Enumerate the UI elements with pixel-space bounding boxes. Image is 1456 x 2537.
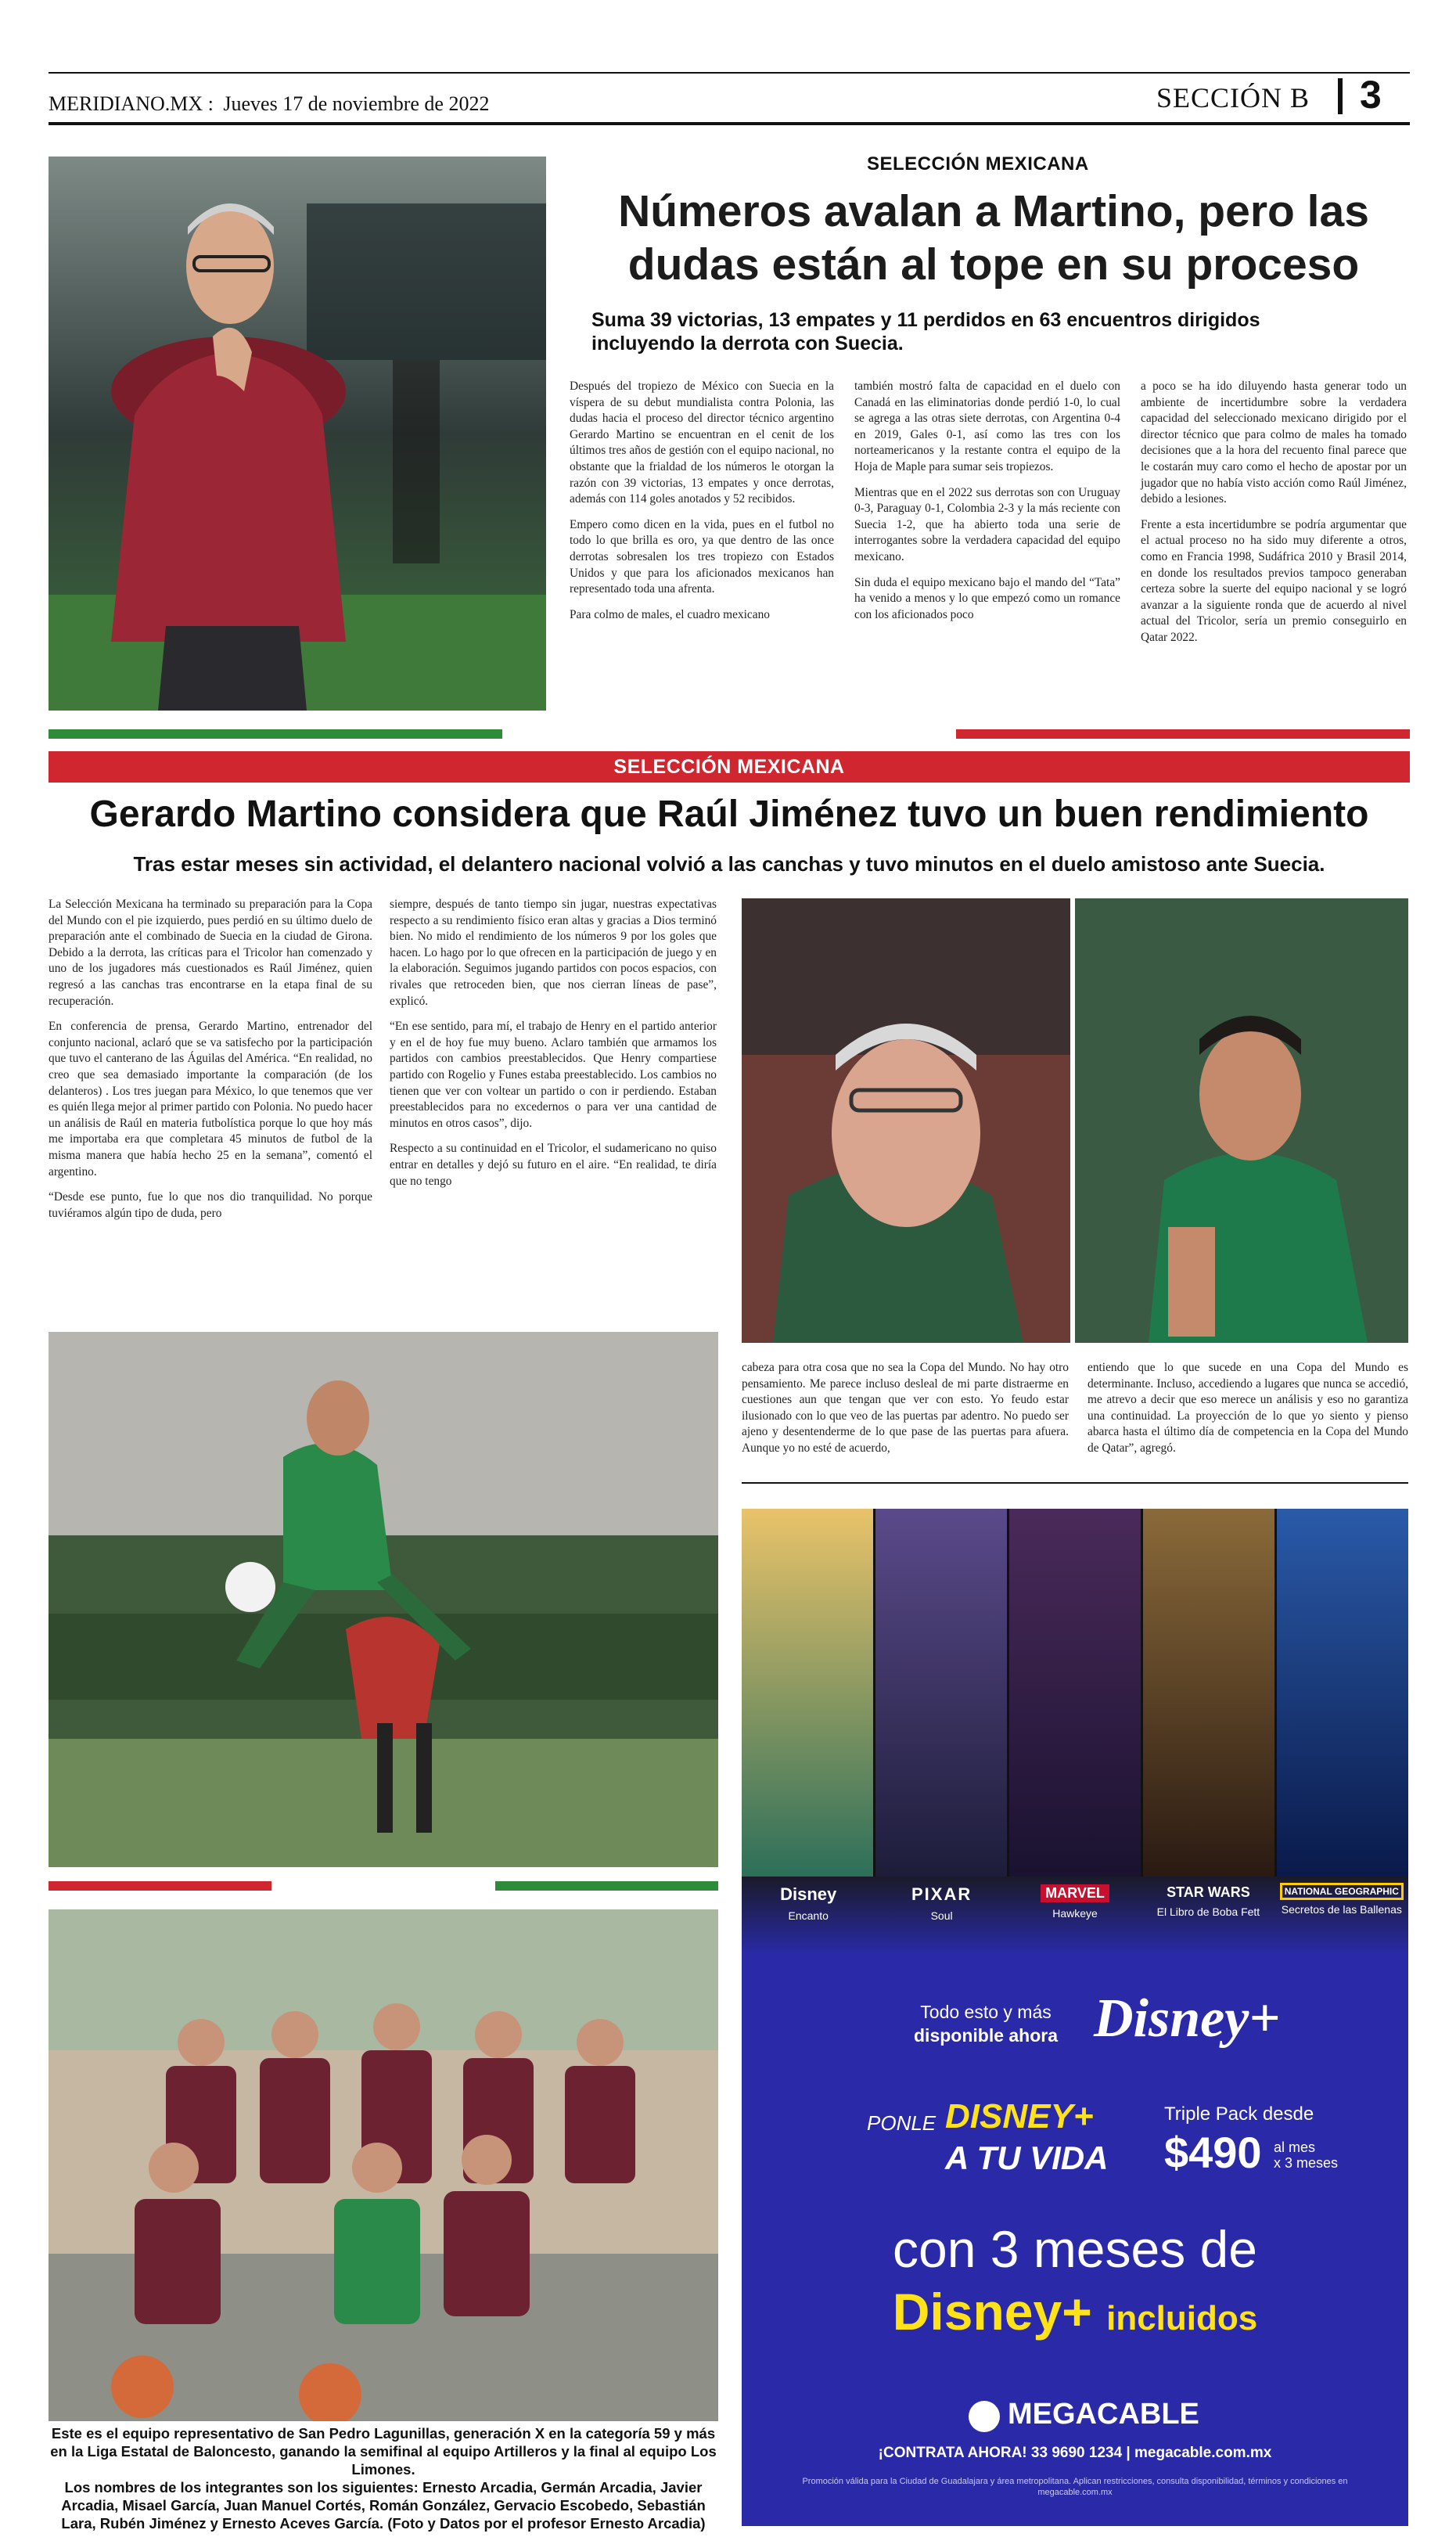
ad-offer-text: con 3 meses de xyxy=(893,2220,1257,2278)
caption-line1: Este es el equipo representativo de San Pedro Lagunillas, generación X en la categoría 59 y más en la Liga Estatal de Baloncesto, ganando la semifinal al equipo Artilleros y la final al equipo Los Limones. xyxy=(50,2425,717,2478)
masthead-top-rule xyxy=(49,72,1410,74)
ad-provider: MEGACABLE xyxy=(1008,2398,1199,2431)
ad-ponle-vida: A TU VIDA xyxy=(945,2139,1109,2176)
article1-headline-line2: dudas están al tope en su proceso xyxy=(627,239,1360,290)
ad-tagline-line1: Todo esto y más xyxy=(920,2002,1052,2022)
poster-hawkeye xyxy=(1009,1509,1143,1877)
poster-encanto xyxy=(742,1509,875,1877)
team-photo-caption xyxy=(49,2424,718,2532)
caption-line2: Los nombres de los integrantes son los siguientes: Ernesto Arcadia, Germán Arcadia, Javier Arcadia, Misael García, Juan Manuel Cortés, Román González, Gervacio Escobedo, Sebastián Lara, Rubén Jiménez y Ernesto Aceves García. (Foto y Datos por el profesor Ernesto Arcadia) xyxy=(61,2479,706,2532)
jimenez-training-photo xyxy=(49,1332,718,1867)
article1-kicker: SELECCIÓN MEXICANA xyxy=(867,153,1089,175)
section-divider xyxy=(1338,78,1343,114)
article1-headline xyxy=(579,185,1408,291)
ad-price-note-line1: al mes xyxy=(1274,2139,1316,2155)
article2-column3 xyxy=(742,1360,1069,1466)
poster-soul xyxy=(875,1509,1009,1877)
ad-offer-line2 xyxy=(742,2282,1408,2341)
ad-poster-strip xyxy=(742,1509,1408,1877)
article2-paragraph: siempre, después de tanto tiempo sin jugar, nuestras expectativas respecto a su rendimiento físico eran altas y gracias a Dios terminó bien. No mido el rendimiento de los números 9 por los goles que hacen. Lo hago por lo que ofrecen en la participación de juego y en la elaboración. Seguimos jugando partidos con pocos espacios, con rivales que retroceden bien, que nos cierran líneas de pase”, explicó. xyxy=(390,898,717,1008)
article2-paragraph: cabeza para otra cosa que no sea la Copa del Mundo. No hay otro pensamiento. Me parece incluso desleal de mi parte distraerme en cuestiones aun que tengan que ver con esto. Yo feudo estar ilusionado con lo que veo de las puertas par adentro. No puedo ser ajeno y desentenderme de lo que pase de las puertas para afuera. Aunque yo no esté de acuerdo, xyxy=(742,1361,1069,1455)
article2-paragraph: La Selección Mexicana ha terminado su preparación para la Copa del Mundo con el pie izquierdo, pues perdió en su último duelo de preparación ante el combinado de Suecia en la ciudad de Girona. Debido a la derrota, las críticas para el Tricolor han comenzado y uno de los jugadores más cuestionados es Raúl Jiménez, quien regresó a las canchas tras encontrarse en la etapa final de su recuperación. xyxy=(49,898,372,1008)
ad-fineprint: Promoción válida para la Ciudad de Guadalajara y área metropolitana. Aplican restricciones, consulta disponibilidad, términos y condiciones en megacable.com.mx xyxy=(802,2477,1348,2497)
article1-column2 xyxy=(854,379,1120,632)
article2-kicker: SELECCIÓN MEXICANA xyxy=(49,751,1410,783)
article1-headline-line1: Números avalan a Martino, pero las xyxy=(618,186,1369,236)
ad-offer-line1 xyxy=(742,2219,1408,2279)
ad-brand-row xyxy=(742,1877,1408,1955)
megacable-logo-icon xyxy=(969,2401,1000,2432)
article1-paragraph: Sin duda el equipo mexicano bajo el mando del “Tata” ha venido a menos y lo que empezó como un romance con los aficionados poco xyxy=(854,575,1120,621)
ad-tagline xyxy=(914,2000,1058,2047)
title-label: Soul xyxy=(930,1909,953,1922)
article1-deck-line1: Suma 39 victorias, 13 empates y 11 perdidos en 63 encuentros dirigidos xyxy=(591,309,1260,331)
article2-column1 xyxy=(49,897,372,1231)
brand-label: PIXAR xyxy=(911,1884,972,1904)
disney-plus-logo: Disney+ xyxy=(1094,1988,1281,2049)
flag-divider-2 xyxy=(49,1881,718,1891)
brand-label: NATIONAL GEOGRAPHIC xyxy=(1280,1883,1404,1900)
article1-paragraph: Empero como dicen en la vida, pues en el futbol no todo lo que brilla es oro, ya que dentro de las once derrotas sobresalen los tres tropiezo con Estados Unidos y que para los aficionados mexicanos han representado toda una afrenta. xyxy=(570,517,834,596)
disney-plus-ad[interactable] xyxy=(742,1509,1408,2526)
column-end-rule xyxy=(742,1482,1408,1484)
flag-divider xyxy=(49,729,1410,739)
article1-column1 xyxy=(570,379,834,632)
martino-photo xyxy=(49,157,546,711)
martino-jimenez-photo xyxy=(742,898,1408,1343)
title-label: Hawkeye xyxy=(1052,1907,1098,1920)
poster-boba-fett xyxy=(1143,1509,1277,1877)
ad-price: $490 xyxy=(1164,2128,1262,2177)
article2-paragraph: En conferencia de prensa, Gerardo Martino, entrenador del conjunto nacional, aclaró que se va satisfecho por la participación que tuvo el canterano de las Águilas del América. “En realidad, no creo que sea demasiado importante la comparación (de los delanteros) . Los tres juegan para México, lo que tenemos que ver es quién llega mejor al primer partido con Polonia. No puedo hacer un análisis de Raúl en materia futbolística porque lo que hoy más me importaba era que completara 45 minutos de futbol de la misma manera que había hecho 25 en la semana”, comentó el argentino. xyxy=(49,1020,372,1179)
ad-offer-incl: incluidos xyxy=(1106,2299,1258,2337)
title-label: Secretos de las Ballenas xyxy=(1281,1903,1402,1916)
article1-paragraph: Mientras que en el 2022 sus derrotas son con Uruguay 0-3, Paraguay 0-1, Colombia 2-3 y la más reciente con Suecia 1-2, que ha abierto toda una serie de interrogantes sobre la verdadera capacidad del equipo mexicano. xyxy=(854,485,1120,563)
title-label: El Libro de Boba Fett xyxy=(1156,1905,1260,1918)
article1-deck-line2: incluyendo la derrota con Suecia. xyxy=(591,333,904,354)
brand-label: STAR WARS xyxy=(1167,1884,1250,1900)
ad-offer-brand: Disney+ xyxy=(892,2283,1092,2341)
ad-tagline-line2: disponible ahora xyxy=(914,2025,1059,2046)
ad-price-note-line2: x 3 meses xyxy=(1274,2155,1339,2171)
page-number: 3 xyxy=(1360,73,1382,117)
ad-triple-pack: Triple Pack desde xyxy=(1164,2103,1314,2125)
issue-date: Jueves 17 de noviembre de 2022 xyxy=(223,92,490,115)
article2-headline: Gerardo Martino considera que Raúl Jiménez tuvo un buen rendimiento xyxy=(89,793,1369,835)
masthead-dateline xyxy=(49,92,489,116)
article1-paragraph: Para colmo de males, el cuadro mexicano xyxy=(570,607,770,621)
article2-paragraph: “Desde ese punto, fue lo que nos dio tranquilidad. No porque tuviéramos algún tipo de duda, pero xyxy=(49,1190,372,1220)
masthead-bottom-rule xyxy=(49,122,1410,125)
ad-ponle-brand: DISNEY+ xyxy=(945,2097,1094,2136)
article2-paragraph: Respecto a su continuidad en el Tricolor, el sudamericano no quiso entrar en detalles y dejó su futuro en el aire. “En realidad, te diría que no tengo xyxy=(390,1142,717,1188)
ad-contact[interactable]: ¡CONTRATA AHORA! 33 9690 1234 | megacable.com.mx xyxy=(878,2445,1272,2461)
article2-paragraph: entiendo que lo que sucede en una Copa del Mundo es determinante. Incluso, accediendo a lugares que nunca se accedió, me atrevo a decir que eso merece un análisis y eso no garantiza una continuidad. La proyección de lo que yo siento y pienso abarca hasta el último día de competencia en la Copa del Mundo de Qatar”, agregó. xyxy=(1088,1361,1408,1455)
article2-column4 xyxy=(1088,1360,1408,1466)
brand-label: Disney xyxy=(780,1884,837,1904)
article1-paragraph: Después del tropiezo de México con Suecia en la víspera de su debut mundialista contra Polonia, las dudas hacia el proceso del director técnico argentino Gerardo Martino se encuentran en el cenit de los últimos tres años de gestión con el equipo nacional, no obstante que la frialdad de los números le otorgan la razón con 39 victorias, 13 empates y once derrotas, además con 114 goles anotados y 52 recibidos. xyxy=(570,380,834,506)
article1-paragraph: Frente a esta incertidumbre se podría argumentar que el actual proceso no ha sido muy diferente a otros, como en Francia 1998, Sudáfrica 2010 y Brasil 2014, en donde los resultados previos tampoco generaban certeza sobre la suerte del equipo nacional y se logró avanzar a la siguiente ronda que de acuerdo al nivel actual del Tricolor, sería un premio conseguirlo en Qatar 2022. xyxy=(1141,517,1407,644)
article1-paragraph: a poco se ha ido diluyendo hasta generar todo un ambiente de incertidumbre sobre la verdadera capacidad del seleccionado mexicano dirigido por el director técnico que para colmo de males ha tomado decisiones que a la hora del recuento final parece que le costarán muy caro como el hecho de apostar por un jugador que no había visto acción como Raúl Jiménez, debido a lesiones. xyxy=(1141,380,1407,506)
ad-price-note xyxy=(1274,2139,1338,2171)
poster-ballenas xyxy=(1277,1509,1408,1877)
paper-name: MERIDIANO.MX : xyxy=(49,92,214,115)
ad-ponle: PONLE xyxy=(867,2111,937,2135)
brand-label: MARVEL xyxy=(1041,1884,1109,1902)
article2-paragraph: “En ese sentido, para mí, el trabajo de Henry en el partido anterior y en el de hoy fue muy bueno. Aclaro también que armamos los partidos con cambios preestablecidos. Que Henry compartiese partido con Rogelio y Funes estaba preestablecido. Los cambios no tienen que ver con voltear un partido o con ir perdiendo. Estaban preestablecidos para no excedernos o para ver una cantidad de minutos en otros casos”, dijo. xyxy=(390,1020,717,1130)
basketball-team-photo xyxy=(49,1909,718,2421)
article1-deck xyxy=(591,308,1405,355)
title-label: Encanto xyxy=(788,1909,829,1922)
section-label: SECCIÓN B xyxy=(1156,82,1310,113)
article2-column2 xyxy=(390,897,717,1199)
article2-deck: Tras estar meses sin actividad, el delantero nacional volvió a las canchas y tuvo minutos en el duelo amistoso ante Suecia. xyxy=(133,852,1325,876)
article1-column3 xyxy=(1141,379,1407,656)
article1-paragraph: también mostró falta de capacidad en el duelo con Canadá en las eliminatorias donde perdió 1-0, lo cual se agrega a las otras siete derrotas, con Argentina 0-4 en 2019, Gales 0-1, así como las tres con los norteamericanos y la restante contra el equipo de la Hoja de Maple para sumar seis tropiezos. xyxy=(854,380,1120,473)
